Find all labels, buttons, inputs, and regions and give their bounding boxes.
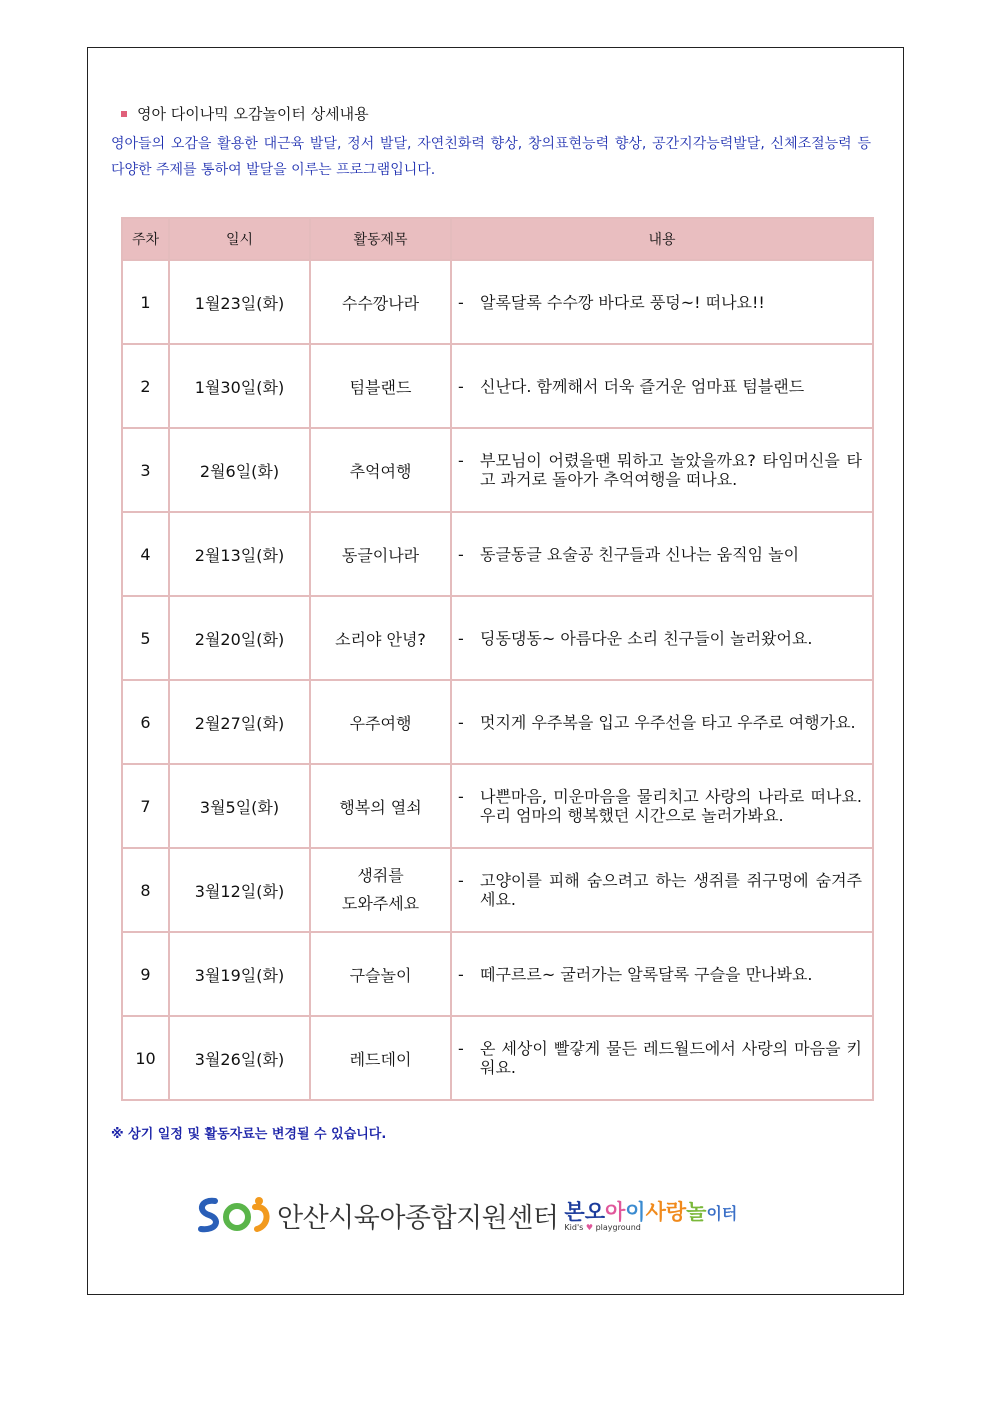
dash-marker: - [458, 1039, 464, 1058]
cell-week: 1 [122, 260, 169, 344]
cell-date: 3월19일(화) [169, 932, 310, 1016]
content-text: 고양이를 피해 숨으려고 하는 생쥐를 쥐구멍에 숨겨주세요. [480, 871, 862, 909]
header-week: 주차 [122, 218, 169, 260]
table-row [122, 344, 873, 428]
header-date: 일시 [169, 218, 310, 260]
cell-title-line2: 도와주세요 [341, 894, 420, 913]
intro-paragraph: 영아들의 오감을 활용한 대근육 발달, 정서 발달, 자연친화력 향상, 창의표현능력 향상, 공간지각능력발달, 신체조절능력 등 다양한 주제를 통하여 발달을 이루는 프로그램입니다. [111, 136, 871, 178]
cell-title: 추억여행 [310, 428, 451, 512]
cell-week: 2 [122, 344, 169, 428]
playground-brand [564, 1190, 784, 1240]
cell-week: 7 [122, 764, 169, 848]
cell-content [451, 596, 873, 680]
dash-marker: - [458, 451, 464, 470]
brand-sub-left: Kid's [564, 1223, 584, 1232]
content-text: 멋지게 우주복을 입고 우주선을 타고 우주로 여행가요. [480, 712, 856, 732]
cell-date: 2월27일(화) [169, 680, 310, 764]
dash-marker: - [458, 712, 464, 732]
cell-week: 5 [122, 596, 169, 680]
schedule-table [121, 217, 874, 1101]
cell-week: 3 [122, 428, 169, 512]
cell-date: 3월26일(화) [169, 1016, 310, 1100]
section-title-text: 영아 다이나믹 오감놀이터 상세내용 [137, 105, 369, 123]
cell-title [310, 848, 451, 932]
change-notice: ※ 상기 일정 및 활동자료는 변경될 수 있습니다. [111, 1127, 387, 1142]
brand-text-6: 이터 [706, 1204, 738, 1223]
cell-content [451, 932, 873, 1016]
brand-text-3: 이 [625, 1200, 646, 1224]
brand-text-2: 아 [604, 1200, 626, 1224]
dash-marker: - [458, 787, 464, 806]
cell-content [451, 764, 873, 848]
cell-date: 2월20일(화) [169, 596, 310, 680]
cell-week: 4 [122, 512, 169, 596]
cell-title: 소리야 안녕? [310, 596, 451, 680]
cell-date: 2월6일(화) [169, 428, 310, 512]
table-row [122, 764, 873, 848]
dash-marker: - [458, 871, 464, 890]
cell-date: 1월30일(화) [169, 344, 310, 428]
table-row [122, 512, 873, 596]
cell-title: 행복의 열쇠 [310, 764, 451, 848]
content-text: 알록달록 수수깡 바다로 풍덩~! 떠나요!! [480, 292, 765, 312]
brand-sub-right: playground [595, 1223, 641, 1232]
content-text: 나쁜마음, 미운마음을 물리치고 사랑의 나라로 떠나요. 우리 엄마의 행복했던 시간으로 놀러가봐요. [480, 787, 862, 825]
cell-week: 10 [122, 1016, 169, 1100]
cell-week: 6 [122, 680, 169, 764]
table-row [122, 260, 873, 344]
cell-content [451, 428, 873, 512]
content-text: 딩동댕동~ 아름다운 소리 친구들이 놀러왔어요. [480, 628, 813, 648]
section-title [121, 103, 369, 124]
square-bullet-icon [121, 111, 127, 117]
content-text: 떼구르르~ 굴러가는 알록달록 구슬을 만나봐요. [480, 964, 813, 984]
brand-text-5: 놀 [686, 1200, 707, 1224]
cell-title: 동글이나라 [310, 512, 451, 596]
center-name: 안산시육아종합지원센터 [277, 1202, 559, 1234]
table-header-row [122, 218, 873, 260]
table-row [122, 596, 873, 680]
cell-date: 1월23일(화) [169, 260, 310, 344]
table-row [122, 428, 873, 512]
header-title: 활동제목 [310, 218, 451, 260]
cell-content [451, 848, 873, 932]
brand-text-4: 사랑 [645, 1200, 687, 1224]
cell-content [451, 260, 873, 344]
cell-week: 9 [122, 932, 169, 1016]
dash-marker: - [458, 544, 464, 564]
dash-marker: - [458, 376, 464, 396]
cell-title: 텀블랜드 [310, 344, 451, 428]
cell-title-line1: 생쥐를 [357, 866, 404, 885]
cell-title: 구슬놀이 [310, 932, 451, 1016]
table-row [122, 848, 873, 932]
dash-marker: - [458, 628, 464, 648]
footer-logo [193, 1190, 813, 1240]
table-row [122, 1016, 873, 1100]
brand-text-1: 본오 [564, 1200, 605, 1224]
content-text: 동글동글 요술공 친구들과 신나는 움직임 놀이 [480, 544, 800, 564]
cell-title: 우주여행 [310, 680, 451, 764]
content-text: 신난다. 함께해서 더욱 즐거운 엄마표 텀블랜드 [480, 376, 805, 396]
cell-date: 3월5일(화) [169, 764, 310, 848]
cell-content [451, 1016, 873, 1100]
table-row [122, 932, 873, 1016]
cell-week: 8 [122, 848, 169, 932]
cell-title: 수수깡나라 [310, 260, 451, 344]
center-logo-icon [193, 1193, 273, 1237]
dash-marker: - [458, 292, 464, 312]
cell-title: 레드데이 [310, 1016, 451, 1100]
dash-marker: - [458, 964, 464, 984]
content-text: 부모님이 어렸을땐 뭐하고 놀았을까요? 타임머신을 타고 과거로 돌아가 추억여행을 떠나요. [480, 451, 862, 489]
table-row [122, 680, 873, 764]
header-content: 내용 [451, 218, 873, 260]
cell-date: 2월13일(화) [169, 512, 310, 596]
content-text: 온 세상이 빨갛게 물든 레드월드에서 사랑의 마음을 키워요. [480, 1039, 862, 1077]
cell-content [451, 512, 873, 596]
cell-content [451, 344, 873, 428]
heart-icon: ♥ [585, 1223, 594, 1232]
cell-content [451, 680, 873, 764]
cell-date: 3월12일(화) [169, 848, 310, 932]
